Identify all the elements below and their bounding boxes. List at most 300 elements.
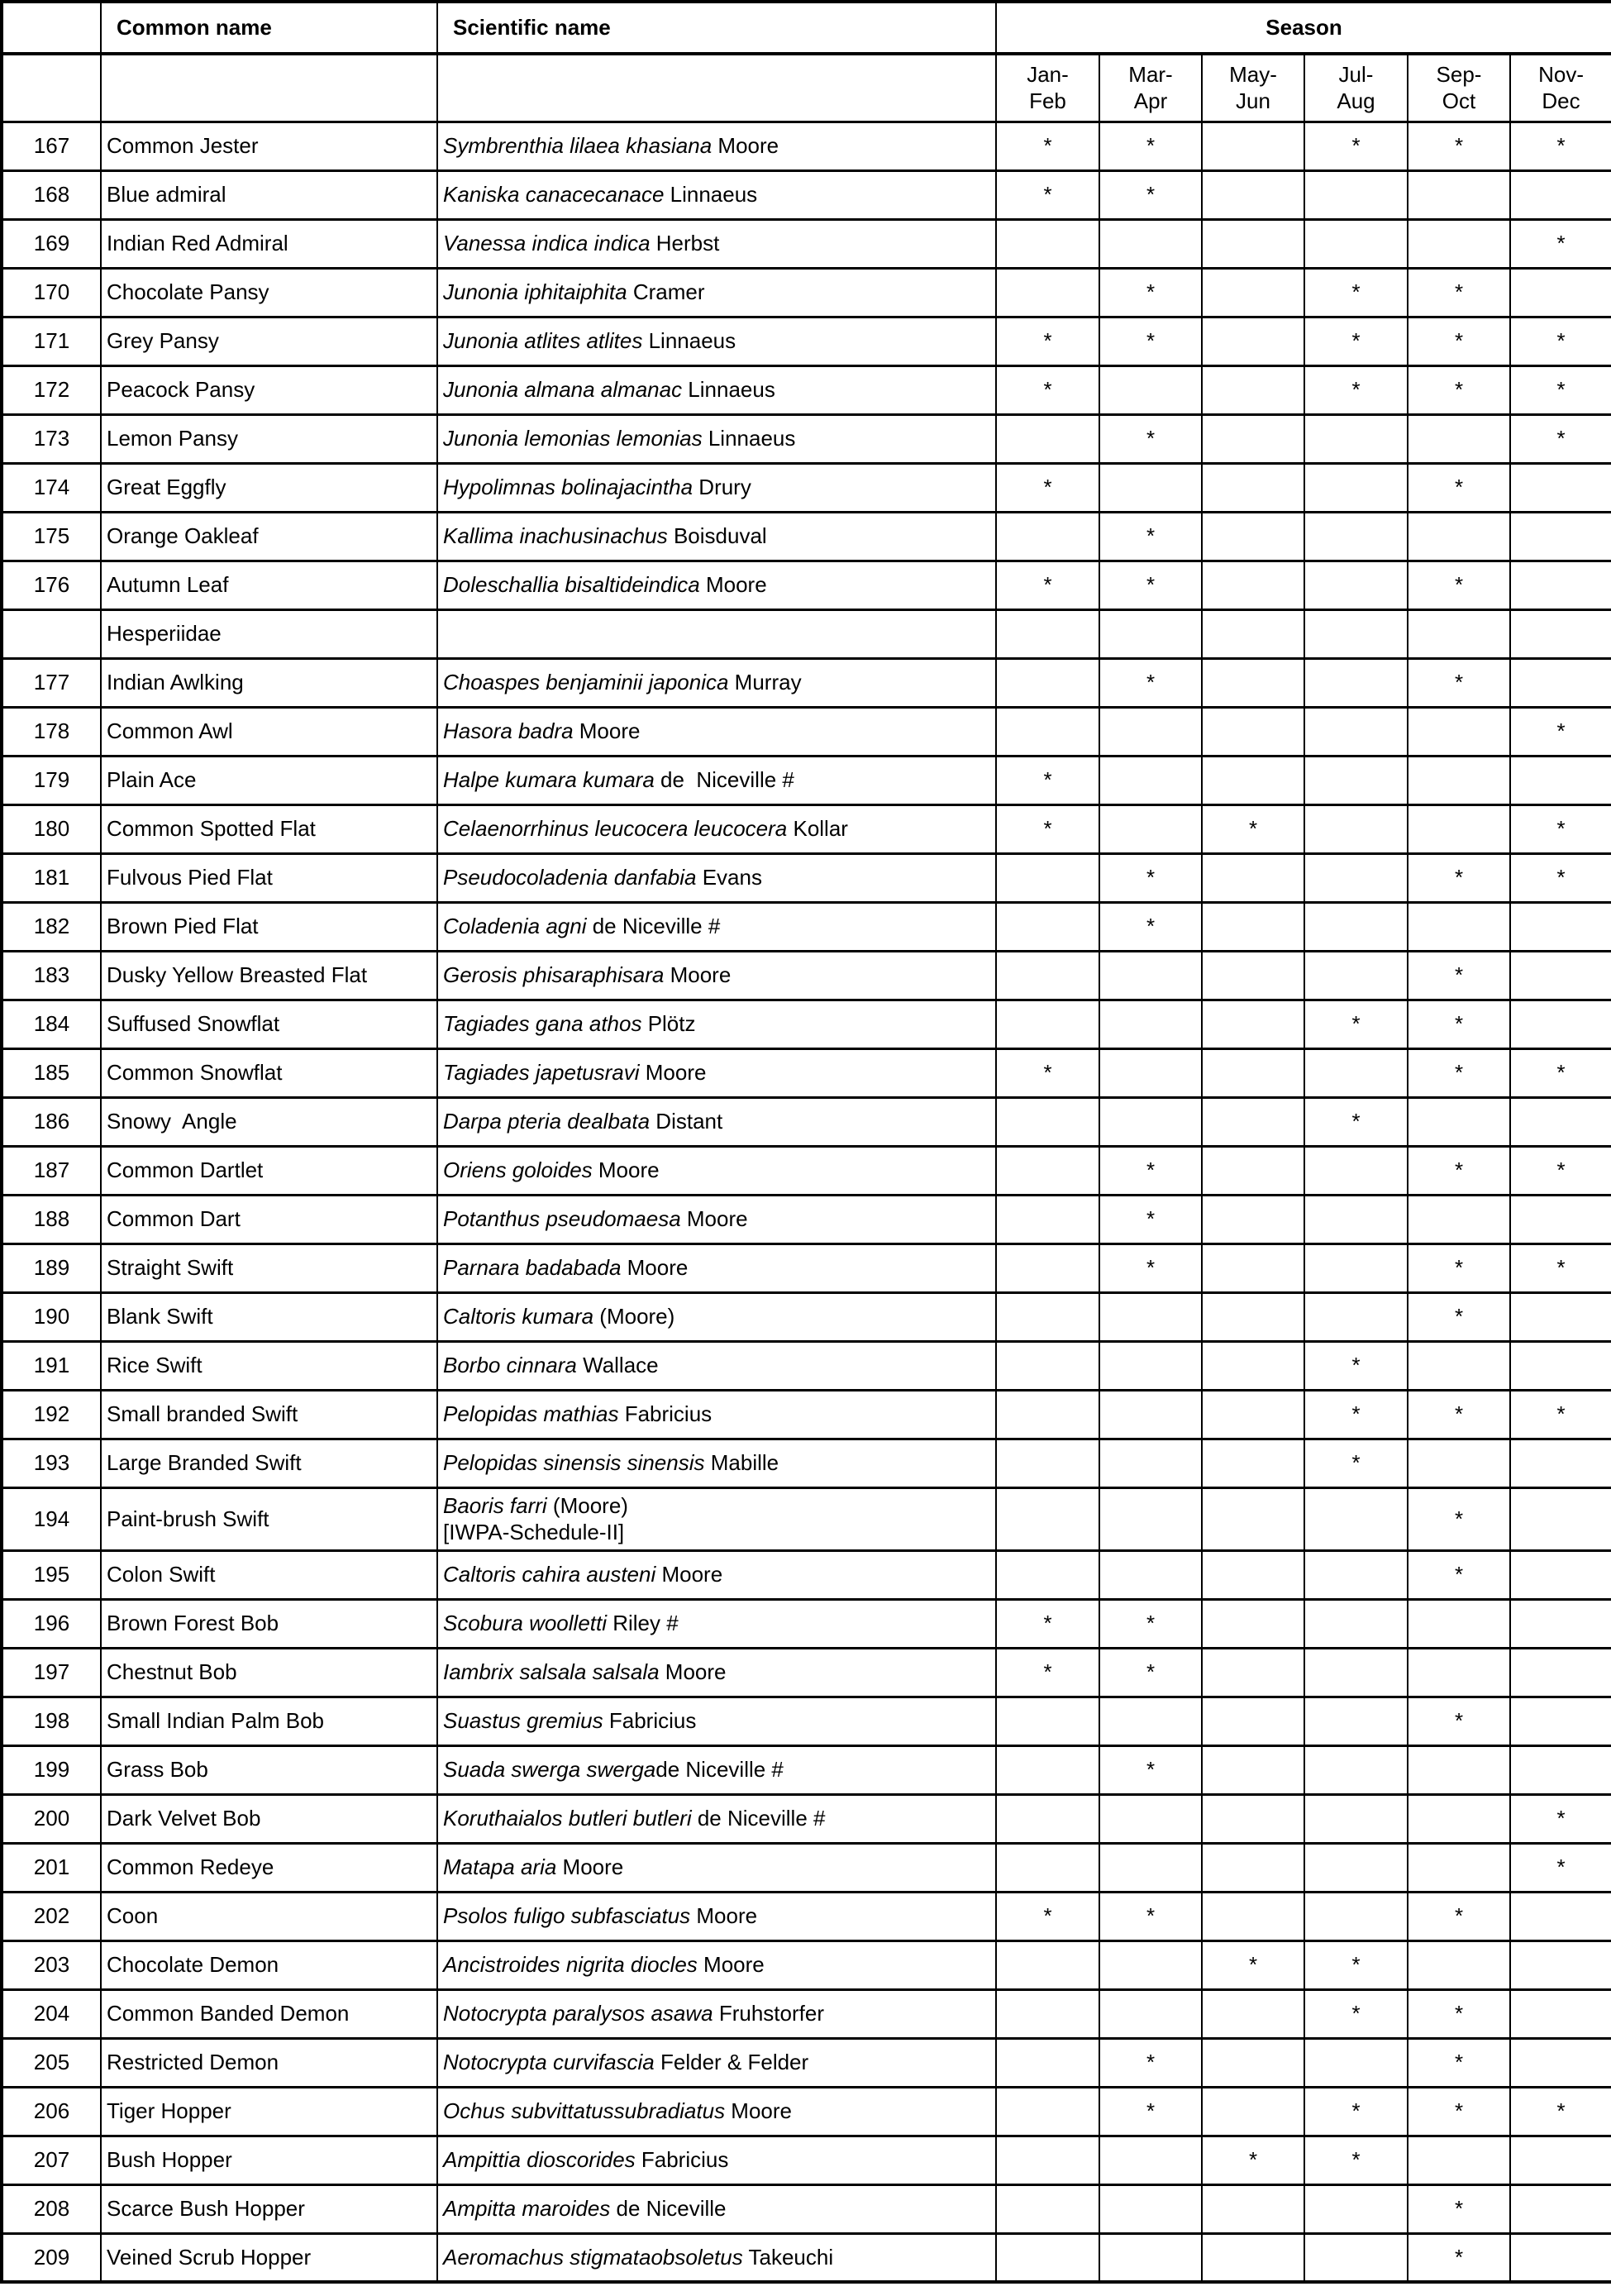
- season-cell-may-jun: [1202, 2233, 1304, 2282]
- season-cell-sep-oct: *: [1408, 317, 1510, 365]
- season-cell-jul-aug: [1304, 1648, 1408, 1697]
- season-cell-may-jun: [1202, 1648, 1304, 1697]
- season-cell-mar-apr: [1099, 756, 1202, 804]
- scientific-name-italic: Pelopidas mathias: [443, 1401, 619, 1427]
- season-cell-jul-aug: *: [1304, 1341, 1408, 1390]
- season-cell-may-jun: [1202, 1390, 1304, 1439]
- season-cell-nov-dec: [1510, 756, 1611, 804]
- header-month-may-jun: [1202, 54, 1304, 122]
- season-cell-jan-feb: [996, 707, 1099, 756]
- season-cell-mar-apr: [1099, 1487, 1202, 1550]
- season-cell-may-jun: [1202, 219, 1304, 268]
- scientific-name-italic: Kallima inachusinachus: [443, 523, 668, 549]
- season-cell-jan-feb: [996, 609, 1099, 658]
- season-cell-sep-oct: *: [1408, 1048, 1510, 1097]
- scientific-name: Suastus gremius Fabricius: [437, 1697, 996, 1745]
- month-bottom: Apr: [1133, 88, 1168, 114]
- season-cell-sep-oct: *: [1408, 2038, 1510, 2087]
- season-cell-jan-feb: [996, 1292, 1099, 1341]
- row-number: 197: [2, 1648, 101, 1697]
- table-row: [2, 1550, 1611, 1599]
- row-number: 208: [2, 2184, 101, 2233]
- scientific-name-italic: Halpe kumara kumara: [443, 767, 655, 793]
- table-row: [2, 1097, 1611, 1146]
- row-number: 198: [2, 1697, 101, 1745]
- scientific-name-italic: Pseudocoladenia danfabia: [443, 865, 697, 890]
- season-cell-mar-apr: *: [1099, 2087, 1202, 2136]
- season-cell-jul-aug: *: [1304, 122, 1408, 170]
- table-body: [2, 122, 1611, 2282]
- common-name: Great Eggfly: [101, 463, 437, 512]
- month-bottom: Feb: [1029, 88, 1066, 114]
- common-name: Blue admiral: [101, 170, 437, 219]
- season-cell-nov-dec: [1510, 1648, 1611, 1697]
- header-common-name: Common name: [101, 2, 437, 54]
- scientific-name-italic: Potanthus pseudomaesa: [443, 1206, 681, 1232]
- common-name: Common Snowflat: [101, 1048, 437, 1097]
- row-number: 184: [2, 1000, 101, 1048]
- scientific-name-italic: Gerosis phisaraphisara: [443, 962, 665, 988]
- table-row: [2, 1048, 1611, 1097]
- season-cell-jan-feb: *: [996, 170, 1099, 219]
- scientific-name: Caltoris kumara (Moore): [437, 1292, 996, 1341]
- table-row: [2, 1940, 1611, 1989]
- season-cell-jan-feb: [996, 1487, 1099, 1550]
- season-cell-jul-aug: *: [1304, 2087, 1408, 2136]
- season-cell-mar-apr: [1099, 1097, 1202, 1146]
- table-row: [2, 804, 1611, 853]
- season-cell-jul-aug: [1304, 756, 1408, 804]
- season-cell-mar-apr: [1099, 1439, 1202, 1487]
- season-cell-jul-aug: *: [1304, 268, 1408, 317]
- season-cell-jan-feb: [996, 1843, 1099, 1892]
- row-number: 205: [2, 2038, 101, 2087]
- season-cell-may-jun: [1202, 1487, 1304, 1550]
- header-empty-cell: [101, 54, 437, 122]
- scientific-name: Ampittia dioscorides Fabricius: [437, 2136, 996, 2184]
- row-number: 196: [2, 1599, 101, 1648]
- common-name: Tiger Hopper: [101, 2087, 437, 2136]
- season-cell-nov-dec: *: [1510, 414, 1611, 463]
- season-cell-jul-aug: *: [1304, 1097, 1408, 1146]
- scientific-name-italic: Kaniska canacecanace: [443, 182, 665, 208]
- season-cell-mar-apr: [1099, 1794, 1202, 1843]
- scientific-name-italic: Parnara badabada: [443, 1255, 622, 1281]
- header-empty-cell: [2, 54, 101, 122]
- month-top: May-: [1229, 61, 1277, 87]
- season-cell-jul-aug: [1304, 219, 1408, 268]
- season-cell-may-jun: [1202, 902, 1304, 951]
- common-name: Chocolate Demon: [101, 1940, 437, 1989]
- season-cell-jan-feb: *: [996, 804, 1099, 853]
- season-cell-jan-feb: [996, 2136, 1099, 2184]
- scientific-name: Iambrix salsala salsala Moore: [437, 1648, 996, 1697]
- season-cell-nov-dec: *: [1510, 122, 1611, 170]
- scientific-name-italic: Choaspes benjaminii japonica: [443, 670, 729, 695]
- season-cell-nov-dec: [1510, 1097, 1611, 1146]
- scientific-name: Baoris farri (Moore) [IWPA-Schedule-II]: [437, 1487, 996, 1550]
- season-cell-may-jun: [1202, 609, 1304, 658]
- season-cell-may-jun: [1202, 1794, 1304, 1843]
- scientific-name-italic: Borbo cinnara: [443, 1353, 577, 1378]
- header-number-cell: [2, 2, 101, 54]
- row-number: 202: [2, 1892, 101, 1940]
- table-row: [2, 1648, 1611, 1697]
- season-cell-may-jun: [1202, 1843, 1304, 1892]
- row-number: 177: [2, 658, 101, 707]
- common-name: Common Awl: [101, 707, 437, 756]
- season-cell-mar-apr: [1099, 804, 1202, 853]
- season-cell-nov-dec: [1510, 1989, 1611, 2038]
- row-number: 185: [2, 1048, 101, 1097]
- season-cell-jan-feb: [996, 1940, 1099, 1989]
- season-cell-mar-apr: *: [1099, 1892, 1202, 1940]
- season-cell-may-jun: [1202, 1599, 1304, 1648]
- table-row: [2, 853, 1611, 902]
- season-cell-may-jun: [1202, 268, 1304, 317]
- season-cell-sep-oct: *: [1408, 658, 1510, 707]
- scientific-name: Junonia almana almanac Linnaeus: [437, 365, 996, 414]
- row-number: 178: [2, 707, 101, 756]
- scientific-name-italic: Darpa pteria dealbata: [443, 1109, 651, 1134]
- season-cell-may-jun: [1202, 1989, 1304, 2038]
- season-cell-sep-oct: *: [1408, 951, 1510, 1000]
- common-name: Common Dart: [101, 1195, 437, 1243]
- season-cell-nov-dec: [1510, 1487, 1611, 1550]
- scientific-name: Notocrypta paralysos asawa Fruhstorfer: [437, 1989, 996, 2038]
- season-cell-may-jun: [1202, 1000, 1304, 1048]
- season-cell-nov-dec: [1510, 1292, 1611, 1341]
- season-cell-nov-dec: [1510, 1341, 1611, 1390]
- month-bottom: Aug: [1337, 88, 1375, 114]
- table-row: [2, 2136, 1611, 2184]
- season-cell-may-jun: [1202, 756, 1304, 804]
- season-cell-mar-apr: [1099, 1989, 1202, 2038]
- season-cell-may-jun: [1202, 365, 1304, 414]
- row-number: 179: [2, 756, 101, 804]
- season-cell-jan-feb: [996, 853, 1099, 902]
- scientific-name-italic: Ochus subvittatussubradiatus: [443, 2098, 726, 2124]
- table-row: [2, 2184, 1611, 2233]
- season-cell-may-jun: [1202, 1550, 1304, 1599]
- season-cell-sep-oct: *: [1408, 853, 1510, 902]
- season-cell-nov-dec: [1510, 2184, 1611, 2233]
- header-month-jan-feb: [996, 54, 1099, 122]
- table-row: [2, 2233, 1611, 2282]
- row-number: 173: [2, 414, 101, 463]
- season-cell-jan-feb: [996, 1390, 1099, 1439]
- season-cell-jul-aug: [1304, 1048, 1408, 1097]
- row-number: 193: [2, 1439, 101, 1487]
- season-cell-nov-dec: [1510, 951, 1611, 1000]
- season-cell-sep-oct: [1408, 414, 1510, 463]
- month-top: Sep-: [1436, 61, 1482, 87]
- season-cell-jan-feb: *: [996, 1648, 1099, 1697]
- season-cell-jan-feb: [996, 414, 1099, 463]
- scientific-name: Koruthaialos butleri butleri de Niceville #: [437, 1794, 996, 1843]
- row-number: 207: [2, 2136, 101, 2184]
- season-cell-sep-oct: [1408, 1745, 1510, 1794]
- table-row: [2, 1195, 1611, 1243]
- season-cell-may-jun: [1202, 2184, 1304, 2233]
- season-cell-jan-feb: [996, 1097, 1099, 1146]
- season-cell-nov-dec: *: [1510, 219, 1611, 268]
- common-name: Plain Ace: [101, 756, 437, 804]
- season-cell-jul-aug: [1304, 512, 1408, 561]
- row-number: 189: [2, 1243, 101, 1292]
- scientific-name-italic: Junonia atlites atlites: [443, 328, 643, 354]
- season-cell-may-jun: *: [1202, 1940, 1304, 1989]
- table-row: [2, 1794, 1611, 1843]
- scientific-name: Darpa pteria dealbata Distant: [437, 1097, 996, 1146]
- row-number: 176: [2, 561, 101, 609]
- season-cell-mar-apr: [1099, 1048, 1202, 1097]
- season-cell-jan-feb: [996, 1745, 1099, 1794]
- season-cell-jul-aug: *: [1304, 1989, 1408, 2038]
- season-cell-mar-apr: [1099, 219, 1202, 268]
- scientific-name-italic: Tagiades gana athos: [443, 1011, 642, 1037]
- common-name: Snowy Angle: [101, 1097, 437, 1146]
- scientific-name-italic: Junonia almana almanac: [443, 377, 683, 403]
- table-row: [2, 1745, 1611, 1794]
- season-cell-mar-apr: *: [1099, 2038, 1202, 2087]
- table-row: [2, 1146, 1611, 1195]
- common-name: Indian Red Admiral: [101, 219, 437, 268]
- table-row: [2, 317, 1611, 365]
- season-cell-jan-feb: [996, 1341, 1099, 1390]
- season-cell-jul-aug: [1304, 2038, 1408, 2087]
- scientific-name-italic: Ampittia dioscorides: [443, 2147, 636, 2173]
- scientific-name-italic: Notocrypta paralysos asawa: [443, 2001, 713, 2026]
- scientific-name-italic: Aeromachus stigmataobsoletus: [443, 2245, 743, 2270]
- season-cell-jan-feb: *: [996, 1599, 1099, 1648]
- season-cell-jan-feb: *: [996, 365, 1099, 414]
- scientific-name: Scobura woolletti Riley #: [437, 1599, 996, 1648]
- season-cell-mar-apr: *: [1099, 902, 1202, 951]
- table-row: [2, 1292, 1611, 1341]
- row-number: 167: [2, 122, 101, 170]
- row-number: 194: [2, 1487, 101, 1550]
- season-cell-mar-apr: *: [1099, 1745, 1202, 1794]
- scientific-name: Pelopidas mathias Fabricius: [437, 1390, 996, 1439]
- scientific-name-italic: Suada swerga swerga: [443, 1757, 656, 1783]
- table-row: [2, 1243, 1611, 1292]
- row-number: 190: [2, 1292, 101, 1341]
- common-name: Suffused Snowflat: [101, 1000, 437, 1048]
- scientific-name: Vanessa indica indica Herbst: [437, 219, 996, 268]
- season-cell-may-jun: [1202, 1097, 1304, 1146]
- season-cell-nov-dec: *: [1510, 1146, 1611, 1195]
- common-name: Straight Swift: [101, 1243, 437, 1292]
- row-number: 181: [2, 853, 101, 902]
- season-cell-jan-feb: *: [996, 122, 1099, 170]
- season-cell-jul-aug: [1304, 2184, 1408, 2233]
- season-cell-jul-aug: [1304, 1794, 1408, 1843]
- season-cell-nov-dec: [1510, 512, 1611, 561]
- scientific-name-italic: Ancistroides nigrita diocles: [443, 1952, 698, 1978]
- row-number: 182: [2, 902, 101, 951]
- scientific-name-italic: Celaenorrhinus leucocera leucocera: [443, 816, 788, 842]
- season-cell-jul-aug: [1304, 1243, 1408, 1292]
- table-row: [2, 414, 1611, 463]
- season-cell-mar-apr: *: [1099, 1195, 1202, 1243]
- season-cell-mar-apr: [1099, 463, 1202, 512]
- season-cell-jul-aug: *: [1304, 1940, 1408, 1989]
- season-cell-jul-aug: [1304, 804, 1408, 853]
- row-number: 209: [2, 2233, 101, 2282]
- table-row: [2, 1989, 1611, 2038]
- season-cell-nov-dec: *: [1510, 804, 1611, 853]
- scientific-name-italic: Ampitta maroides: [443, 2196, 611, 2222]
- scientific-name-italic: Junonia iphitaiphita: [443, 279, 627, 305]
- season-cell-may-jun: [1202, 658, 1304, 707]
- season-cell-mar-apr: *: [1099, 658, 1202, 707]
- season-cell-may-jun: [1202, 122, 1304, 170]
- month-top: Jul-: [1338, 61, 1374, 87]
- row-number: 183: [2, 951, 101, 1000]
- season-cell-jan-feb: [996, 2233, 1099, 2282]
- season-cell-mar-apr: [1099, 609, 1202, 658]
- season-cell-jan-feb: *: [996, 1892, 1099, 1940]
- season-cell-nov-dec: [1510, 463, 1611, 512]
- row-number: [2, 609, 101, 658]
- season-cell-sep-oct: [1408, 902, 1510, 951]
- common-name: Restricted Demon: [101, 2038, 437, 2087]
- scientific-name-italic: Hasora badra: [443, 718, 574, 744]
- season-cell-may-jun: [1202, 1341, 1304, 1390]
- season-cell-may-jun: [1202, 2038, 1304, 2087]
- season-cell-nov-dec: *: [1510, 365, 1611, 414]
- common-name: Large Branded Swift: [101, 1439, 437, 1487]
- season-cell-nov-dec: *: [1510, 1843, 1611, 1892]
- scientific-name: Pseudocoladenia danfabia Evans: [437, 853, 996, 902]
- season-cell-mar-apr: *: [1099, 268, 1202, 317]
- season-cell-nov-dec: [1510, 170, 1611, 219]
- season-cell-jan-feb: [996, 1000, 1099, 1048]
- season-cell-sep-oct: *: [1408, 1292, 1510, 1341]
- season-cell-sep-oct: *: [1408, 268, 1510, 317]
- header-month-sep-oct: [1408, 54, 1510, 122]
- season-cell-jan-feb: [996, 1697, 1099, 1745]
- season-cell-jul-aug: [1304, 1745, 1408, 1794]
- season-cell-may-jun: [1202, 951, 1304, 1000]
- season-cell-jan-feb: *: [996, 463, 1099, 512]
- season-cell-may-jun: *: [1202, 2136, 1304, 2184]
- season-cell-mar-apr: *: [1099, 1648, 1202, 1697]
- season-cell-jul-aug: [1304, 1146, 1408, 1195]
- season-cell-jul-aug: [1304, 1697, 1408, 1745]
- row-number: 200: [2, 1794, 101, 1843]
- common-name: Dark Velvet Bob: [101, 1794, 437, 1843]
- season-cell-jul-aug: [1304, 1892, 1408, 1940]
- common-name: Rice Swift: [101, 1341, 437, 1390]
- season-cell-sep-oct: *: [1408, 1243, 1510, 1292]
- season-cell-jan-feb: [996, 902, 1099, 951]
- season-cell-nov-dec: *: [1510, 853, 1611, 902]
- table-header: [2, 2, 1611, 122]
- scientific-name-italic: Caltoris kumara: [443, 1304, 594, 1329]
- common-name: Paint-brush Swift: [101, 1487, 437, 1550]
- season-cell-sep-oct: [1408, 707, 1510, 756]
- table-row: [2, 707, 1611, 756]
- row-number: 187: [2, 1146, 101, 1195]
- scientific-name: Hypolimnas bolinajacintha Drury: [437, 463, 996, 512]
- season-cell-jul-aug: [1304, 658, 1408, 707]
- season-cell-mar-apr: *: [1099, 317, 1202, 365]
- common-name: Scarce Bush Hopper: [101, 2184, 437, 2233]
- season-cell-jan-feb: [996, 1146, 1099, 1195]
- common-name: Common Spotted Flat: [101, 804, 437, 853]
- season-cell-jan-feb: [996, 1195, 1099, 1243]
- season-cell-jan-feb: [996, 219, 1099, 268]
- scientific-name-italic: Tagiades japetusravi: [443, 1060, 640, 1086]
- season-cell-jul-aug: [1304, 1195, 1408, 1243]
- table-row: [2, 170, 1611, 219]
- season-cell-may-jun: [1202, 1195, 1304, 1243]
- season-cell-nov-dec: *: [1510, 1243, 1611, 1292]
- season-cell-mar-apr: *: [1099, 414, 1202, 463]
- scientific-name: Ochus subvittatussubradiatus Moore: [437, 2087, 996, 2136]
- common-name: Dusky Yellow Breasted Flat: [101, 951, 437, 1000]
- season-cell-nov-dec: *: [1510, 1390, 1611, 1439]
- season-cell-sep-oct: [1408, 512, 1510, 561]
- season-cell-nov-dec: [1510, 609, 1611, 658]
- table-row: [2, 1697, 1611, 1745]
- month-bottom: Oct: [1442, 88, 1476, 114]
- season-cell-nov-dec: [1510, 902, 1611, 951]
- row-number: 201: [2, 1843, 101, 1892]
- season-cell-mar-apr: [1099, 2233, 1202, 2282]
- row-number: 174: [2, 463, 101, 512]
- season-cell-jul-aug: *: [1304, 2136, 1408, 2184]
- table-row: [2, 1599, 1611, 1648]
- scientific-name-italic: Junonia lemonias lemonias: [443, 426, 703, 451]
- scientific-name: Potanthus pseudomaesa Moore: [437, 1195, 996, 1243]
- scientific-name: Matapa aria Moore: [437, 1843, 996, 1892]
- season-cell-may-jun: *: [1202, 804, 1304, 853]
- season-cell-nov-dec: [1510, 1439, 1611, 1487]
- season-cell-may-jun: [1202, 1892, 1304, 1940]
- season-cell-sep-oct: [1408, 2136, 1510, 2184]
- scientific-name: Parnara badabada Moore: [437, 1243, 996, 1292]
- season-cell-jan-feb: [996, 1794, 1099, 1843]
- season-cell-jul-aug: [1304, 1550, 1408, 1599]
- season-cell-jul-aug: *: [1304, 365, 1408, 414]
- season-cell-sep-oct: *: [1408, 2087, 1510, 2136]
- scientific-name: Junonia iphitaiphita Cramer: [437, 268, 996, 317]
- season-cell-sep-oct: *: [1408, 1550, 1510, 1599]
- scientific-name: Notocrypta curvifascia Felder & Felder: [437, 2038, 996, 2087]
- row-number: 172: [2, 365, 101, 414]
- season-cell-jan-feb: [996, 2184, 1099, 2233]
- season-cell-mar-apr: [1099, 1843, 1202, 1892]
- season-cell-mar-apr: [1099, 1390, 1202, 1439]
- common-name: Fulvous Pied Flat: [101, 853, 437, 902]
- season-cell-sep-oct: [1408, 804, 1510, 853]
- season-cell-nov-dec: *: [1510, 317, 1611, 365]
- season-cell-may-jun: [1202, 1745, 1304, 1794]
- season-cell-may-jun: [1202, 317, 1304, 365]
- season-cell-sep-oct: [1408, 1794, 1510, 1843]
- season-cell-jan-feb: *: [996, 1048, 1099, 1097]
- row-number: 204: [2, 1989, 101, 2038]
- scientific-name-italic: Matapa aria: [443, 1854, 557, 1880]
- header-month-jul-aug: [1304, 54, 1408, 122]
- common-name: Common Jester: [101, 122, 437, 170]
- season-cell-nov-dec: [1510, 1550, 1611, 1599]
- scientific-name-italic: Vanessa indica indica: [443, 231, 651, 256]
- row-number: 199: [2, 1745, 101, 1794]
